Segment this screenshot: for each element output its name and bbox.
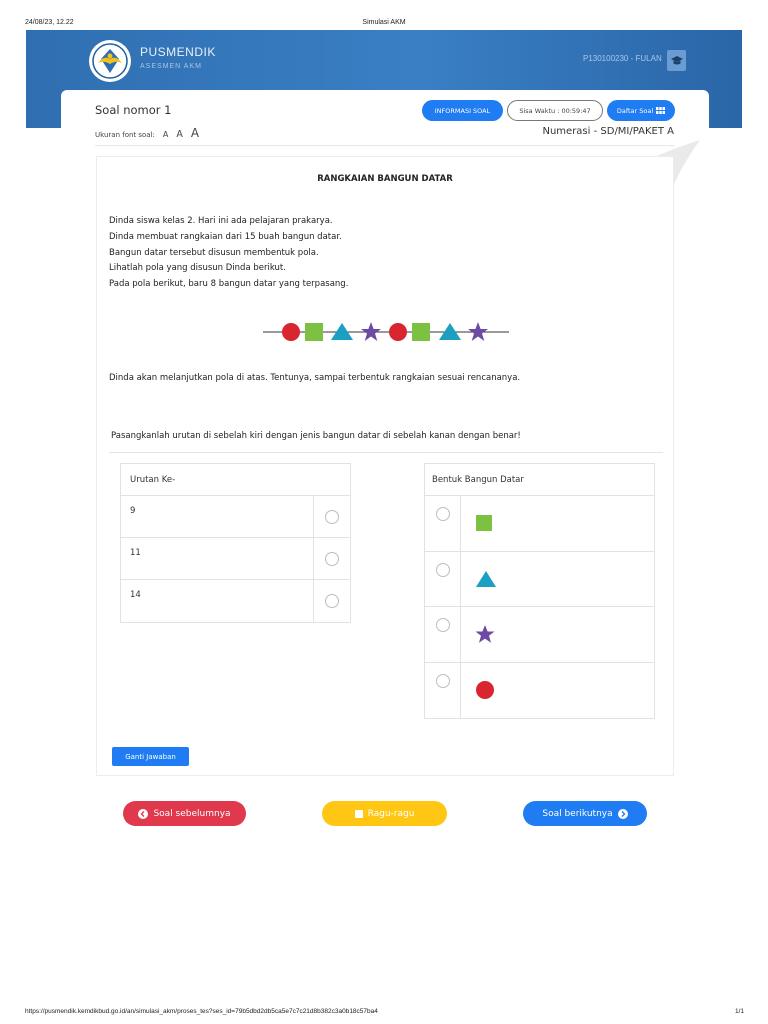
- story-line: Dinda membuat rangkaian dari 15 buah bangun datar.: [109, 231, 342, 242]
- order-value: 11: [130, 548, 141, 558]
- doubt-label: Ragu-ragu: [367, 808, 415, 819]
- order-radio-14[interactable]: [325, 594, 339, 608]
- doubt-button[interactable]: [322, 801, 447, 826]
- question-title: RANGKAIAN BANGUN DATAR: [317, 174, 453, 184]
- shape-pattern: [261, 317, 511, 347]
- shape-radio-triangle[interactable]: [436, 563, 450, 577]
- instruction-text: Pasangkanlah urutan di sebelah kiri dengan jenis bangun datar di sebelah kanan dengan benar!: [111, 431, 521, 441]
- order-header: Urutan Ke-: [121, 464, 350, 496]
- chevron-right-icon: [618, 809, 628, 819]
- circle-icon: [475, 680, 495, 700]
- pattern-circle-icon: [389, 323, 407, 341]
- tut-wuri-logo-icon: [89, 40, 131, 82]
- triangle-icon: [475, 570, 497, 588]
- question-list-label: Daftar Soal: [616, 106, 654, 115]
- story-line: Dinda siswa kelas 2. Hari ini ada pelajaran prakarya.: [109, 216, 333, 226]
- font-size-medium[interactable]: A: [176, 129, 183, 140]
- shape-row: [425, 607, 654, 663]
- pattern-circle-icon: [282, 323, 300, 341]
- timer-badge: Sisa Waktu : 00:59:47: [507, 100, 603, 121]
- shape-row: [425, 552, 654, 608]
- star-icon: [475, 624, 495, 644]
- order-row: [121, 538, 350, 580]
- pattern-square-icon: [412, 323, 430, 341]
- question-story: [109, 214, 348, 293]
- story-line: Pada pola berikut, baru 8 bangun datar yang terpasang.: [109, 279, 349, 290]
- shape-row: [425, 496, 654, 552]
- order-value: 14: [130, 590, 141, 600]
- chevron-left-icon: [138, 809, 148, 819]
- print-page: 1/1: [734, 1008, 744, 1015]
- print-title: Simulasi AKM: [362, 19, 406, 26]
- info-question-button[interactable]: INFORMASI SOAL: [422, 100, 503, 121]
- order-row: [121, 580, 350, 622]
- shape-radio-star[interactable]: [436, 618, 450, 632]
- order-value: 9: [130, 506, 136, 516]
- story-line: Bangun datar tersebut disusun membentuk pola.: [109, 247, 319, 258]
- brand-name: PUSMENDIK: [140, 45, 216, 59]
- pattern-square-icon: [305, 323, 323, 341]
- divider: [109, 452, 663, 453]
- question-content: [96, 156, 674, 776]
- next-question-button[interactable]: [523, 801, 647, 826]
- question-number: Soal nomor 1: [95, 103, 172, 117]
- order-radio-9[interactable]: [325, 510, 339, 524]
- change-answer-button[interactable]: Ganti Jawaban: [112, 747, 189, 766]
- order-row: [121, 496, 350, 538]
- print-url: https://pusmendik.kemdikbud.go.id/an/simulasi_akm/proses_tes?ses_id=79b5dbd2db5ca5e7c7c21d8b382c3a0b18c57ba4: [25, 1008, 378, 1015]
- graduation-cap-icon[interactable]: [667, 50, 686, 71]
- font-size-large[interactable]: A: [190, 126, 200, 140]
- checkbox-icon: [355, 810, 363, 818]
- shape-row: [425, 663, 654, 719]
- shape-header: Bentuk Bangun Datar: [425, 464, 654, 496]
- order-radio-11[interactable]: [325, 552, 339, 566]
- print-date: 24/08/23, 12.22: [25, 19, 74, 26]
- font-size-control: [95, 126, 199, 140]
- shape-radio-circle[interactable]: [436, 674, 450, 688]
- font-size-label: Ukuran font soal:: [95, 131, 155, 139]
- print-header: [0, 0, 768, 28]
- package-label: Numerasi - SD/MI/PAKET A: [542, 126, 674, 137]
- font-size-small[interactable]: A: [162, 130, 169, 139]
- grid-icon: [656, 107, 665, 114]
- brand-subtitle: ASESMEN AKM: [140, 63, 202, 70]
- continuation-text: Dinda akan melanjutkan pola di atas. Tentunya, sampai terbentuk rangkaian sesuai rencananya.: [109, 373, 521, 383]
- shape-table: [424, 463, 655, 719]
- square-icon: [475, 514, 493, 532]
- story-line: Lihatlah pola yang disusun Dinda berikut.: [109, 263, 286, 274]
- order-table: [120, 463, 351, 623]
- previous-question-button[interactable]: [123, 801, 246, 826]
- user-id: P130100230 - FULAN: [583, 54, 662, 63]
- divider: [95, 145, 675, 146]
- next-question-label: Soal berikutnya: [542, 808, 613, 819]
- shape-radio-square[interactable]: [436, 507, 450, 521]
- question-list-button[interactable]: [607, 100, 675, 121]
- previous-question-label: Soal sebelumnya: [153, 808, 231, 819]
